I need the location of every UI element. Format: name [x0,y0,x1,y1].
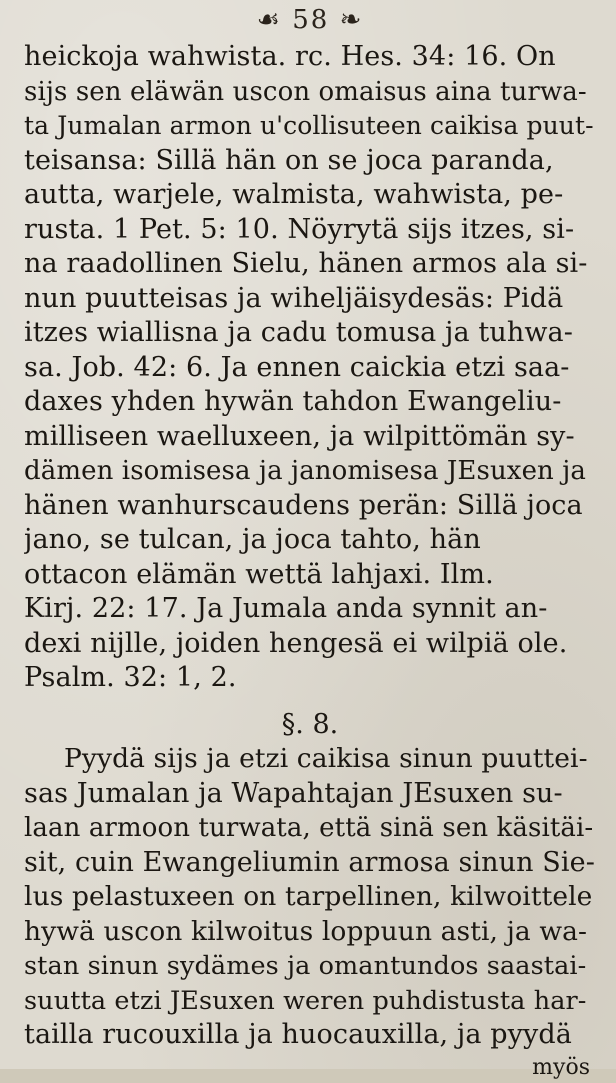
text-line: sa. Job. 42: 6. Ja ennen caickia etzi saa- [24,351,570,383]
text-line: rusta. 1 Pet. 5: 10. Nöyrytä sijs itzes, si- [24,213,575,245]
text-line: dexi nijlle, joiden hengesä ei wilpiä ole. [24,627,568,659]
text-line: sit, cuin Ewangeliumin armosa sinun Sie- [24,846,595,878]
text-line: autta, warjele, walmista, wahwista, pe- [24,179,564,210]
text-line: laan armoon turwata, että sinä sen käsitäi- [24,813,594,843]
text-line: daxes yhden hywän tahdon Ewangeliu- [24,386,562,417]
text-line: nun puutteisas ja wiheljäisydesäs: Pidä [24,282,564,314]
text-line: teisansa: Sillä hän on se joca paranda, [24,144,554,176]
text-line: Kirj. 22: 17. Ja Jumala anda synnit an- [24,593,548,624]
text-line: hänen wanhurscaudens perän: Sillä joca [24,489,583,521]
text-line: ta Jumalan armon u'collisuteen caikisa puut- [24,111,594,140]
text-line: tailla rucouxilla ja huocauxilla, ja pyydä [24,1019,572,1050]
text-line: sijs sen eläwän uscon omaisus aina turwa- [24,76,587,107]
text-line: lus pelastuxeen on tarpellinen, kilwoittele [24,881,593,912]
text-line: sas Jumalan ja Wapahtajan JEsuxen su- [24,777,563,809]
text-line: stan sinun sydämes ja omantundos saastai- [24,951,587,981]
text-line: dämen isomisesa ja janomisesa JEsuxen ja [24,456,587,486]
text-line: hywä uscon kilwoitus loppuun asti, ja wa- [24,915,588,947]
text-line: Pyydä sijs ja etzi caikisa sinun puuttei- [64,743,588,774]
page-number: ☙ 58 ❧ [256,5,364,35]
catchword: myös [532,1054,590,1080]
text-line: Psalm. 32: 1, 2. [24,662,237,693]
text-line: ottacon elämän wettä lahjaxi. Ilm. [24,558,494,590]
text-line: milliseen waelluxeen, ja wilpittömän sy- [24,420,575,452]
text-line: heickoja wahwista. rc. Hes. 34: 16. On [24,41,556,72]
text-line: itzes wiallisna ja cadu tomusa ja tuhwa- [24,317,573,348]
section-heading: §. 8. [281,708,339,740]
paragraph-1 [24,40,596,696]
paragraph-2 [24,742,596,1053]
text-line: na raadollinen Sielu, hänen armos ala si- [24,248,588,279]
text-line: suutta etzi JEsuxen weren puhdistusta har- [24,985,587,1016]
text-line: jano, se tulcan, ja joca tahto, hän [24,524,481,555]
